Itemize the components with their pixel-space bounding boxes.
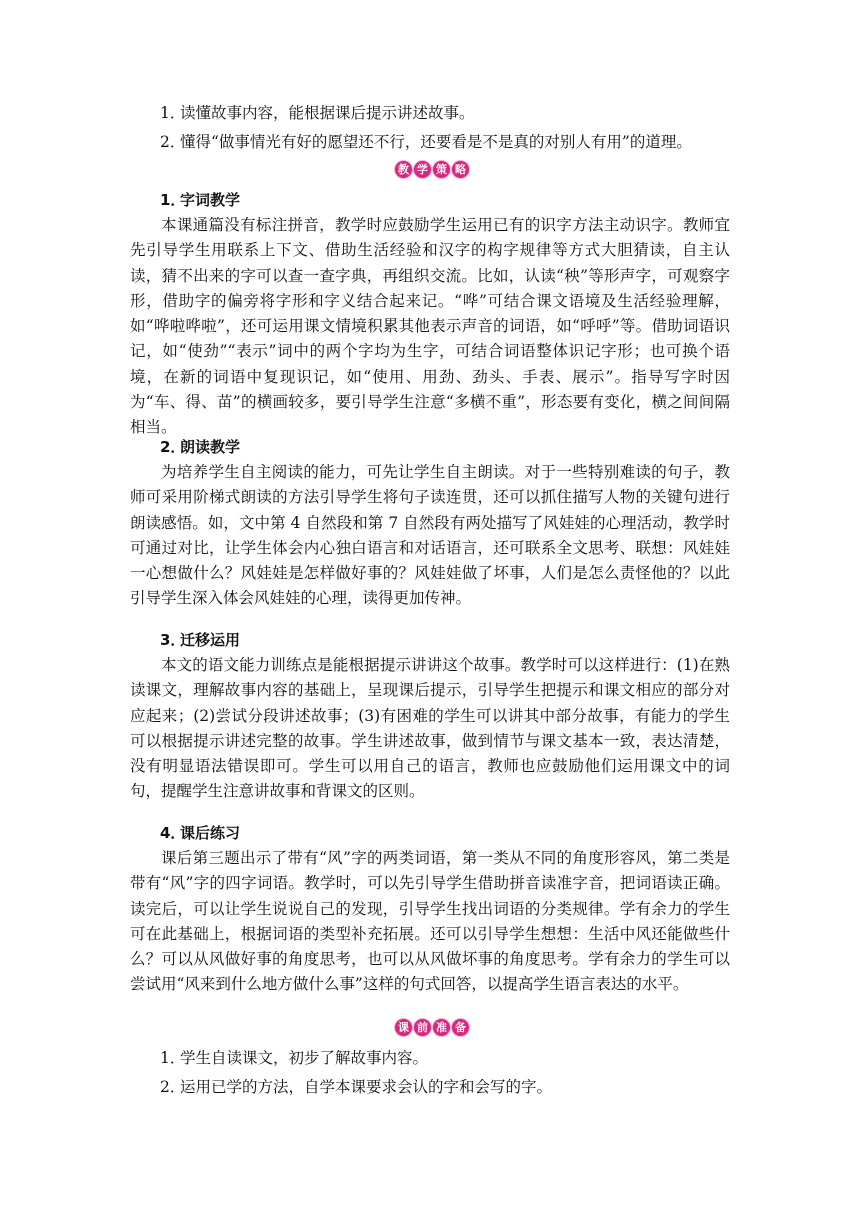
- section-number: 1．: [160, 191, 186, 209]
- badge-char: 教: [395, 161, 412, 178]
- badge-char: 课: [395, 1019, 412, 1036]
- prep-text: 学生自读课文，初步了解故事内容。: [180, 1049, 429, 1067]
- section-title: 迁移运用: [180, 631, 241, 649]
- section-title: 朗读教学: [180, 438, 241, 456]
- section-title: 字词教学: [180, 191, 241, 209]
- goal-text: 读懂故事内容，能根据课后提示讲述故事。: [180, 104, 475, 122]
- prep-number: 2．: [160, 1078, 186, 1096]
- section-number: 4．: [160, 824, 186, 842]
- section-paragraph: 本文的语文能力训练点是能根据提示讲讲这个故事。教学时可以这样进行：(1)在熟读课文，理解故事内容的基础上，呈现课后提示，引导学生把提示和课文相应的部分对应起来；(2)尝试分段讲述故事；(3)有困难的学生可以讲其中部分故事，有能力的学生可以根据提示讲述完整的故事。学生讲述故事，做到情节与课文基本一致，表达清楚，没有明显语法错误即可。学生可以用自己的语言，教师也应鼓励他们运用课文中的词句，提醒学生注意讲故事和背课文的区则。: [130, 656, 730, 801]
- section-badge-preparation: [395, 1019, 469, 1036]
- section-title: 课后练习: [180, 824, 241, 842]
- badge-char: 学: [414, 161, 431, 178]
- section-badge-teaching-strategy: [395, 161, 469, 178]
- goal-number: 2．: [160, 133, 186, 151]
- section-number: 3．: [160, 631, 186, 649]
- goal-text: 懂得“做事情光有好的愿望还不行，还要看是不是真的对别人有用”的道理。: [180, 133, 692, 151]
- badge-char: 备: [452, 1019, 469, 1036]
- prep-number: 1．: [160, 1049, 186, 1067]
- badge-char: 策: [433, 161, 450, 178]
- badge-char: 准: [433, 1019, 450, 1036]
- badge-char: 前: [414, 1019, 431, 1036]
- section-paragraph: 课后第三题出示了带有“风”字的两类词语，第一类从不同的角度形容风，第二类是带有“风”字的四字词语。教学时，可以先引导学生借助拼音读准字音，把词语读正确。读完后，可以让学生说说自己的发现，引导学生找出词语的分类规律。学有余力的学生可在此基础上，根据词语的类型补充拓展。还可以引导学生想想：生活中风还能做些什么？可以从风做好事的角度思考，也可以从风做坏事的角度思考。学有余力的学生可以尝试用“风来到什么地方做什么事”这样的句式回答，以提高学生语言表达的水平。: [130, 849, 730, 994]
- section-paragraph: 为培养学生自主阅读的能力，可先让学生自主朗读。对于一些特别难读的句子，教师可采用阶梯式朗读的方法引导学生将句子读连贯，还可以抓住描写人物的关键句进行朗读感悟。如，文中第 4 自然段和第 7 自然段有两处描写了风娃娃的心理活动，教学时可通过对比，让学生体会内心独白语言和对话语言，还可联系全文思考、联想：风娃娃一心想做什么？风娃娃是怎样做好事的？风娃娃做了坏事，人们是怎么责怪他的？以此引导学生深入体会风娃娃的心理，读得更加传神。: [130, 463, 730, 608]
- badge-char: 略: [452, 161, 469, 178]
- goal-number: 1．: [160, 104, 186, 122]
- section-number: 2．: [160, 438, 186, 456]
- prep-text: 运用已学的方法，自学本课要求会认的字和会写的字。: [180, 1078, 553, 1096]
- section-paragraph: 本课通篇没有标注拼音，教学时应鼓励学生运用已有的识字方法主动识字。教师宜先引导学生用联系上下文、借助生活经验和汉字的构字规律等方式大胆猜读，自主认读，猜不出来的字可以查一查字典，再组织交流。比如，认读“秧”等形声字，可观察字形，借助字的偏旁将字形和字义结合起来记。“哗”可结合课文语境及生活经验理解，如“哗啦哗啦”，还可运用课文情境积累其他表示声音的词语，如“呼呼”等。借助词语识记，如“使劲”“表示”词中的两个字均为生字，可结合词语整体识记字形；也可换个语境，在新的词语中复现识记，如“使用、用劲、劲头、手表、展示”。指导写字时因为“车、得、苗”的横画较多，要引导学生注意“多横不重”，形态要有变化，横之间间隔相当。: [130, 216, 730, 437]
